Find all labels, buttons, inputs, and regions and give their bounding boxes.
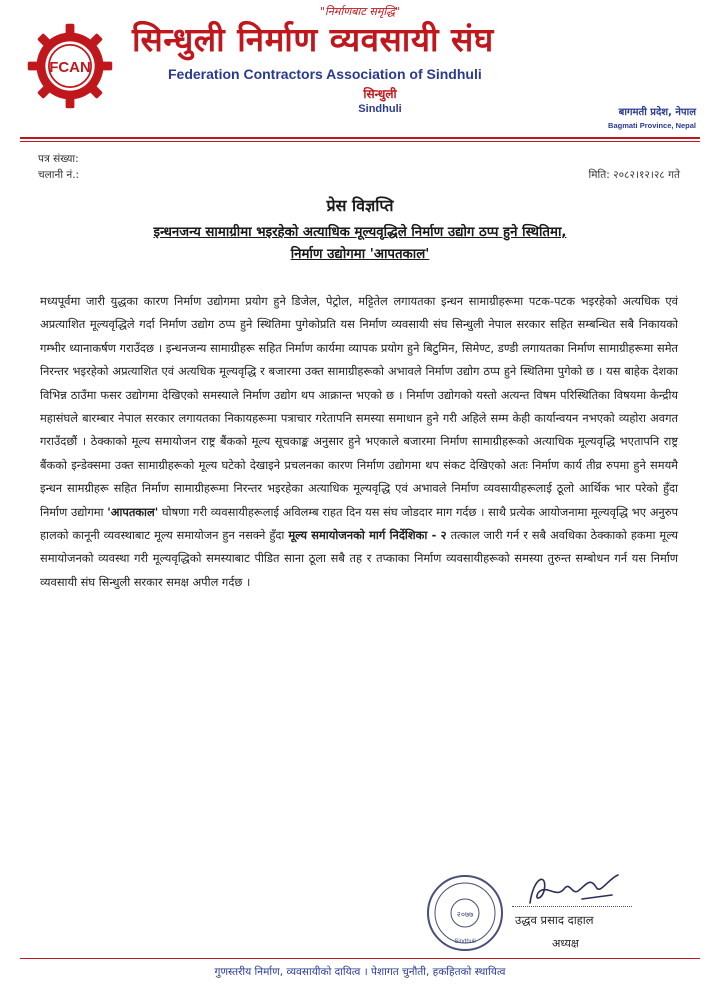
press-release-title: प्रेस विज्ञप्ति (326, 196, 394, 215)
province-nepali: बागमती प्रदेश, नेपाल (618, 107, 696, 118)
body-part-1: मध्यपूर्वमा जारी युद्धका कारण निर्माण उद्योगमा प्रयोग हुने डिजेल, पेट्रोल, मट्टितेल लगायतका इन्धन सामाग्रीहरूमा पटक-पटक भइरहेको अत्यधिक एवं अप्रत्याशित मूल्यवृद्धिले गर्दा निर्माण उद्योग ठप्प हुने स्थितिमा पुगेकोप्रति यस निर्माण व्यवसायी संघ सिन्धुली नेपाल सरकार सहित सम्बन्धित सबै निकायको गम्भीर ध्यानाकर्षण गराउँदछ । इन्धनजन्य सामाग्रीहरू सहित निर्माण कार्यमा व्यापक प्रयोग हुने बिटुमिन, सिमेण्ट, डण्डी लगायतका निर्माण सामाग्रीहरूमा समेत निरन्तर भइरहेको अप्रत्याशित एवं अत्यधिक मूल्यवृद्धि र बजारमा उक्त सामाग्रीहरूको अभावले निर्माण उद्योग ठप्प हुने स्थितिमा पुगेको छ । यस बाहेक देशका विभिन्न ठाउँमा फसर उद्योगमा देखिएको समस्याले निर्माण उद्योग थप आक्रान्त भएको छ । निर्माण उद्योगको यस्तो अत्यन्त विषम परिस्थितिका विषयमा केन्द्रीय महासंघले बारम्बार नेपाल सरकार लगायतका निकायहरूमा पत्राचार गरेतापनि समस्या समाधान हुने गरी अहिले सम्म केही कार्यान्वयन नभएको व्यहोरा अवगत गराउँदछौं । ठेक्काको मूल्य समायोजन राष्ट्र बैंकको मूल्य सूचकाङ्क अनुसार हुने भएकाले बजारमा निर्माण सामाग्रीहरूको अत्याधिक मूल्यवृद्धि भएतापनि राष्ट्र बैंकको इन्डेक्समा उक्त सामाग्रीहरूको मूल्य घटेको देखाइने प्रचलनका कारण निर्माण उद्योगमा थप संकट देखिएको अतः निर्माण कार्य तीव्र रुपमा हुने समयमै इन्धन सामग्रीहरू सहित निर्माण सामाग्रीहरूमा निरन्तर भइरहेका अत्याधिक मूल्यवृद्धि एवं अभावले निर्माण व्यवसायीहरूलाई ठूलो आर्थिक भार परेको हुँदा निर्माण उद्योगमा (40, 294, 678, 519)
province-english: Bagmati Province, Nepal (608, 121, 696, 130)
signatory-position: अध्यक्ष (552, 937, 579, 950)
seal-year: २०७७ (456, 910, 474, 919)
subtitle-line-1: इन्धनजन्य सामाग्रीमा भइरहेको अत्याधिक मूल्यवृद्धिले निर्माण उद्योग ठप्प हुने स्थितिमा, (153, 225, 567, 240)
district-nepali: सिन्धुली (363, 87, 397, 101)
subtitle-line-2: निर्माण उद्योगमा 'आपतकाल' (290, 247, 430, 262)
svg-text:FCAN: FCAN (49, 59, 91, 77)
header-divider-thin (20, 141, 700, 142)
body-emphasis-emergency: 'आपतकाल' (107, 504, 159, 519)
body-part-3: तत्काल जारी गर्न र सबै अवधिका ठेक्काको हकमा मूल्य समायोजनको व्यवस्था गरी मूल्यवृद्धिको समस्याबाट पीडित साना ठूला सबै तह र तप्काका निर्माण व्यवसायीहरूको समस्या तुरुन्त सम्बोधन गर्न यस निर्माण व्यवसायी संघ सिन्धुली सरकार समक्ष अपील गर्दछ । (40, 528, 679, 589)
signature-line (512, 906, 632, 907)
body-emphasis-guideline: मूल्य समायोजनको मार्ग निर्देशिका - २ (288, 528, 447, 543)
header-divider (20, 137, 700, 139)
dispatch-number-label: चलानी नं.: (38, 169, 80, 181)
seal-district: Sindhuli (454, 939, 476, 945)
org-name-nepali: सिन्धुली निर्माण व्यवसायी संघ (132, 20, 494, 59)
district-english: Sindhuli (358, 103, 402, 115)
footer-slogan: गुणस्तरीय निर्माण, व्यवसायीको दायित्व । पेशागत चुनौती, हकहितको स्थायित्व (214, 966, 506, 978)
press-release-body (40, 290, 678, 594)
motto: "निर्माणबाट समृद्धि" (319, 5, 401, 18)
date-label: मिति: २०८२।१२।२८ गते (588, 169, 680, 181)
footer-divider (20, 958, 700, 959)
body-part-2: घोषणा गरी व्यवसायीहरूलाई अविलम्ब राहत दिन यस संघ जोडदार माग गर्दछ । साथै प्रत्येक आयोजनामा मूल्यवृद्धि भए अनुरुप हालको कानूनी व्यवस्थाबाट मूल्य समायोजन हुन नसक्ने हुँदा (40, 504, 678, 543)
handwritten-signature-icon (512, 865, 632, 915)
signatory-name: उद्धव प्रसाद दाहाल (515, 913, 594, 927)
organization-seal-icon (425, 873, 505, 953)
letter-number-label: पत्र संख्या: (38, 153, 79, 165)
press-release-subtitle (40, 222, 680, 266)
org-name-english: Federation Contractors Association of Sindhuli (168, 66, 482, 82)
